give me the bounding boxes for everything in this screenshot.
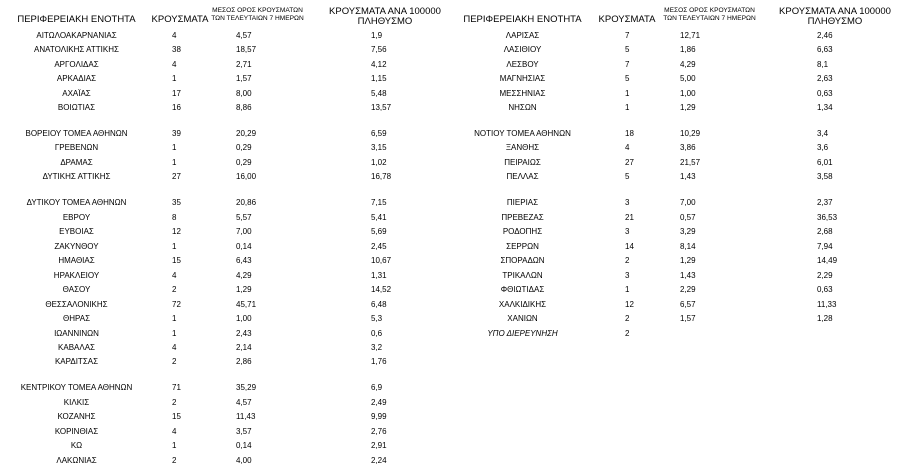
avg7-value: 7,00	[236, 227, 252, 236]
header-avg7-line2: ΤΩΝ ΤΕΛΕΥΤΑΙΩΝ 7 ΗΜΕΡΩΝ	[663, 15, 756, 22]
table-row	[0, 397, 899, 409]
cases-value: 3	[625, 227, 630, 236]
per100k-value: 2,68	[817, 227, 833, 236]
cases-value: 2	[172, 398, 177, 407]
per100k-value: 5,3	[371, 314, 383, 323]
cases-value: 12	[172, 227, 181, 236]
per100k-value: 3,2	[371, 343, 383, 352]
table-row	[0, 142, 899, 154]
header-avg7-right	[662, 7, 757, 23]
cases-value: 2	[172, 285, 177, 294]
per100k-value: 16,78	[371, 172, 392, 181]
per100k-value: 0,63	[817, 89, 833, 98]
per100k-value: 14,49	[817, 256, 838, 265]
cases-value: 1	[625, 89, 630, 98]
cases-value: 2	[625, 256, 630, 265]
cases-value: 2	[172, 357, 177, 366]
region-name: ΚΑΒΑΛΑΣ	[58, 343, 95, 352]
header-per100k-line2: ΠΛΗΘΥΣΜΟ	[357, 16, 413, 27]
header-avg7-line1: ΜΕΣΟΣ ΟΡΟΣ ΚΡΟΥΣΜΑΤΩΝ	[212, 7, 303, 14]
region-name: ΠΡΕΒΕΖΑΣ	[501, 213, 544, 222]
avg7-value: 1,57	[680, 314, 696, 323]
region-name: ΚΟΡΙΝΘΙΑΣ	[54, 427, 99, 436]
avg7-value: 4,57	[236, 398, 252, 407]
per100k-value: 7,15	[371, 198, 387, 207]
region-name: ΔΥΤΙΚΟΥ ΤΟΜΕΑ ΑΘΗΝΩΝ	[26, 198, 127, 207]
per100k-value: 14,52	[371, 285, 392, 294]
region-name: ΑΡΓΟΛΙΔΑΣ	[54, 60, 99, 69]
avg7-value: 1,00	[680, 89, 696, 98]
region-name: ΗΡΑΚΛΕΙΟΥ	[53, 271, 100, 280]
cases-value: 17	[172, 89, 181, 98]
avg7-value: 45,71	[236, 300, 257, 309]
cases-value: 27	[625, 158, 634, 167]
per100k-value: 3,6	[817, 143, 829, 152]
avg7-value: 20,86	[236, 198, 257, 207]
region-name: ΔΥΤΙΚΗΣ ΑΤΤΙΚΗΣ	[42, 172, 111, 181]
cases-value: 1	[625, 103, 630, 112]
avg7-value: 1,43	[680, 172, 696, 181]
avg7-value: 2,14	[236, 343, 252, 352]
region-name: ΚΙΛΚΙΣ	[63, 398, 90, 407]
region-name: ΛΑΚΩΝΙΑΣ	[56, 456, 97, 465]
avg7-value: 21,57	[680, 158, 701, 167]
region-name: ΗΜΑΘΙΑΣ	[58, 256, 95, 265]
per100k-value: 6,48	[371, 300, 387, 309]
cases-value: 1	[172, 74, 177, 83]
cases-value: 2	[172, 456, 177, 465]
header-region-left: ΠΕΡΙΦΕΡΕΙΑΚΗ ΕΝΟΤΗΤΑ	[17, 14, 136, 25]
per100k-value: 0,6	[371, 329, 383, 338]
per100k-value: 1,02	[371, 158, 387, 167]
header-avg7-left	[210, 7, 305, 23]
avg7-value: 0,14	[236, 441, 252, 450]
cases-value: 12	[625, 300, 634, 309]
header-cases-right: ΚΡΟΥΣΜΑΤΑ	[598, 14, 656, 25]
per100k-value: 2,91	[371, 441, 387, 450]
cases-value: 1	[172, 329, 177, 338]
table-row	[0, 157, 899, 169]
avg7-value: 4,00	[236, 456, 252, 465]
avg7-value: 5,00	[680, 74, 696, 83]
avg7-value: 1,29	[680, 256, 696, 265]
table-row	[0, 440, 899, 452]
region-name: ΚΑΡΔΙΤΣΑΣ	[54, 357, 99, 366]
region-name: ΚΕΝΤΡΙΚΟΥ ΤΟΜΕΑ ΑΘΗΝΩΝ	[20, 383, 133, 392]
cases-value: 27	[172, 172, 181, 181]
cases-value: 4	[172, 271, 177, 280]
region-name: ΣΠΟΡΑΔΩΝ	[500, 256, 545, 265]
avg7-value: 0,14	[236, 242, 252, 251]
avg7-value: 16,00	[236, 172, 257, 181]
per100k-value: 5,41	[371, 213, 387, 222]
per100k-value: 13,57	[371, 103, 392, 112]
region-name: ΡΟΔΟΠΗΣ	[502, 227, 543, 236]
cases-value: 2	[625, 314, 630, 323]
table-row	[0, 241, 899, 253]
avg7-value: 2,86	[236, 357, 252, 366]
table-row	[0, 342, 899, 354]
cases-value: 1	[172, 158, 177, 167]
avg7-value: 3,86	[680, 143, 696, 152]
region-name: ΓΡΕΒΕΝΩΝ	[54, 143, 99, 152]
region-name: ΜΕΣΣΗΝΙΑΣ	[499, 89, 546, 98]
cases-value: 39	[172, 129, 181, 138]
region-name: ΜΑΓΝΗΣΙΑΣ	[499, 74, 546, 83]
header-per100k-line1: ΚΡΟΥΣΜΑΤΑ ΑΝΑ 100000	[779, 6, 891, 17]
header-per100k-left	[325, 7, 445, 27]
region-name: ΦΘΙΩΤΙΔΑΣ	[500, 285, 545, 294]
table-row	[0, 88, 899, 100]
cases-value: 8	[172, 213, 177, 222]
table-row	[0, 426, 899, 438]
region-name: ΒΟΙΩΤΙΑΣ	[57, 103, 96, 112]
header-avg7-line2: ΤΩΝ ΤΕΛΕΥΤΑΙΩΝ 7 ΗΜΕΡΩΝ	[211, 15, 304, 22]
per100k-value: 1,31	[371, 271, 387, 280]
cases-value: 1	[625, 285, 630, 294]
table-row	[0, 313, 899, 325]
region-name: ΒΟΡΕΙΟΥ ΤΟΜΕΑ ΑΘΗΝΩΝ	[25, 129, 128, 138]
per100k-value: 9,99	[371, 412, 387, 421]
cases-value: 1	[172, 441, 177, 450]
cases-value: 14	[625, 242, 634, 251]
avg7-value: 8,86	[236, 103, 252, 112]
per100k-value: 6,01	[817, 158, 833, 167]
region-name: ΘΗΡΑΣ	[62, 314, 91, 323]
per100k-value: 2,29	[817, 271, 833, 280]
cases-value: 4	[172, 60, 177, 69]
avg7-value: 3,29	[680, 227, 696, 236]
table-row	[0, 356, 899, 368]
region-name: ΙΩΑΝΝΙΝΩΝ	[54, 329, 99, 338]
region-name: ΘΑΣΟΥ	[62, 285, 91, 294]
avg7-value: 7,00	[680, 198, 696, 207]
table-row	[0, 73, 899, 85]
per100k-value: 3,15	[371, 143, 387, 152]
per100k-value: 2,63	[817, 74, 833, 83]
per100k-value: 2,37	[817, 198, 833, 207]
per100k-value: 6,63	[817, 45, 833, 54]
cases-value: 35	[172, 198, 181, 207]
region-name: ΠΙΕΡΙΑΣ	[506, 198, 539, 207]
avg7-value: 6,43	[236, 256, 252, 265]
cases-value: 38	[172, 45, 181, 54]
per100k-value: 2,49	[371, 398, 387, 407]
cases-value: 7	[625, 60, 630, 69]
cases-value: 71	[172, 383, 181, 392]
region-name: ΝΟΤΙΟΥ ΤΟΜΕΑ ΑΘΗΝΩΝ	[474, 129, 571, 138]
cases-value: 5	[625, 74, 630, 83]
avg7-value: 1,86	[680, 45, 696, 54]
avg7-value: 10,29	[680, 129, 701, 138]
region-name: ΛΑΡΙΣΑΣ	[505, 31, 540, 40]
region-name: ΔΡΑΜΑΣ	[60, 158, 93, 167]
table-row	[0, 328, 899, 340]
region-name: ΕΒΡΟΥ	[62, 213, 91, 222]
region-name: ΘΕΣΣΑΛΟΝΙΚΗΣ	[45, 300, 108, 309]
region-name: ΥΠΟ ΔΙΕΡΕΥΝΗΣΗ	[487, 329, 558, 338]
per100k-value: 36,53	[817, 213, 838, 222]
avg7-value: 3,57	[236, 427, 252, 436]
avg7-value: 11,43	[236, 412, 256, 421]
per100k-value: 4,12	[371, 60, 387, 69]
cases-value: 4	[172, 427, 177, 436]
per100k-value: 2,76	[371, 427, 387, 436]
region-name: ΤΡΙΚΑΛΩΝ	[502, 271, 543, 280]
per100k-value: 3,4	[817, 129, 829, 138]
cases-value: 5	[625, 172, 630, 181]
region-name: ΣΕΡΡΩΝ	[506, 242, 539, 251]
table-row	[0, 455, 899, 467]
avg7-value: 0,29	[236, 143, 252, 152]
table-row	[0, 197, 899, 209]
region-name: ΖΑΚΥΝΘΟΥ	[54, 242, 99, 251]
avg7-value: 1,57	[236, 74, 252, 83]
avg7-value: 4,57	[236, 31, 252, 40]
per100k-value: 6,59	[371, 129, 387, 138]
table-row	[0, 299, 899, 311]
avg7-value: 1,29	[236, 285, 252, 294]
per100k-value: 1,76	[371, 357, 387, 366]
table-row	[0, 411, 899, 423]
region-name: ΧΑΛΚΙΔΙΚΗΣ	[498, 300, 547, 309]
header-per100k-line2: ΠΛΗΘΥΣΜΟ	[807, 16, 863, 27]
header-per100k-line1: ΚΡΟΥΣΜΑΤΑ ΑΝΑ 100000	[329, 6, 441, 17]
cases-value: 3	[625, 198, 630, 207]
region-name: ΧΑΝΙΩΝ	[507, 314, 538, 323]
per100k-value: 8,1	[817, 60, 829, 69]
per100k-value: 7,94	[817, 242, 833, 251]
avg7-value: 1,29	[680, 103, 696, 112]
avg7-value: 8,14	[680, 242, 696, 251]
per100k-value: 5,48	[371, 89, 387, 98]
table-row	[0, 44, 899, 56]
avg7-value: 2,71	[236, 60, 252, 69]
avg7-value: 8,00	[236, 89, 252, 98]
avg7-value: 5,57	[236, 213, 252, 222]
cases-value: 5	[625, 45, 630, 54]
header-per100k-right	[775, 7, 895, 27]
region-name: ΕΥΒΟΙΑΣ	[59, 227, 94, 236]
table-row	[0, 284, 899, 296]
avg7-value: 20,29	[236, 129, 257, 138]
per100k-value: 0,63	[817, 285, 833, 294]
cases-value: 2	[625, 329, 630, 338]
region-name: ΑΡΚΑΔΙΑΣ	[56, 74, 97, 83]
table-row	[0, 102, 899, 114]
cases-value: 3	[625, 271, 630, 280]
region-name: ΞΑΝΘΗΣ	[505, 143, 540, 152]
cases-value: 4	[172, 31, 177, 40]
cases-value: 18	[625, 129, 634, 138]
per100k-value: 5,69	[371, 227, 387, 236]
avg7-value: 0,29	[236, 158, 252, 167]
per100k-value: 1,9	[371, 31, 383, 40]
per100k-value: 2,24	[371, 456, 387, 465]
per100k-value: 1,34	[817, 103, 833, 112]
cases-value: 1	[172, 314, 177, 323]
cases-value: 15	[172, 256, 181, 265]
per100k-value: 11,33	[817, 300, 837, 309]
table-row	[0, 171, 899, 183]
cases-value: 21	[625, 213, 634, 222]
header-cases-left: ΚΡΟΥΣΜΑΤΑ	[151, 14, 209, 25]
per100k-value: 7,56	[371, 45, 387, 54]
region-name: ΑΙΤΩΛΟΑΚΑΡΝΑΝΙΑΣ	[36, 31, 117, 40]
cases-value: 4	[172, 343, 177, 352]
avg7-value: 0,57	[680, 213, 696, 222]
per100k-value: 10,67	[371, 256, 392, 265]
region-name: ΝΗΣΩΝ	[508, 103, 537, 112]
cases-value: 4	[625, 143, 630, 152]
region-name: ΑΧΑΪΑΣ	[62, 89, 91, 98]
avg7-value: 2,29	[680, 285, 696, 294]
avg7-value: 2,43	[236, 329, 252, 338]
avg7-value: 18,57	[236, 45, 257, 54]
cases-value: 1	[172, 242, 177, 251]
region-name: ΚΟΖΑΝΗΣ	[57, 412, 96, 421]
table-row	[0, 59, 899, 71]
cases-value: 72	[172, 300, 181, 309]
avg7-value: 12,71	[680, 31, 701, 40]
avg7-value: 4,29	[236, 271, 252, 280]
table-row	[0, 212, 899, 224]
avg7-value: 4,29	[680, 60, 696, 69]
per100k-value: 3,58	[817, 172, 833, 181]
table-row	[0, 270, 899, 282]
cases-value: 15	[172, 412, 181, 421]
region-name: ΑΝΑΤΟΛΙΚΗΣ ΑΤΤΙΚΗΣ	[34, 45, 119, 54]
cases-value: 16	[172, 103, 181, 112]
avg7-value: 6,57	[680, 300, 696, 309]
cases-value: 7	[625, 31, 630, 40]
region-name: ΚΩ	[70, 441, 83, 450]
table-row	[0, 255, 899, 267]
table-row	[0, 128, 899, 140]
header-avg7-line1: ΜΕΣΟΣ ΟΡΟΣ ΚΡΟΥΣΜΑΤΩΝ	[664, 7, 755, 14]
table-row	[0, 226, 899, 238]
region-name: ΛΕΣΒΟΥ	[506, 60, 539, 69]
per100k-value: 1,15	[371, 74, 387, 83]
table-row	[0, 382, 899, 394]
header-region-right: ΠΕΡΙΦΕΡΕΙΑΚΗ ΕΝΟΤΗΤΑ	[463, 14, 582, 25]
per100k-value: 2,46	[817, 31, 833, 40]
avg7-value: 1,43	[680, 271, 696, 280]
per100k-value: 1,28	[817, 314, 833, 323]
region-name: ΠΕΙΡΑΙΩΣ	[504, 158, 541, 167]
region-name: ΛΑΣΙΘΙΟΥ	[503, 45, 542, 54]
table-row	[0, 30, 899, 42]
per100k-value: 6,9	[371, 383, 383, 392]
avg7-value: 1,00	[236, 314, 252, 323]
region-name: ΠΕΛΛΑΣ	[506, 172, 539, 181]
per100k-value: 2,45	[371, 242, 387, 251]
cases-value: 1	[172, 143, 177, 152]
avg7-value: 35,29	[236, 383, 257, 392]
